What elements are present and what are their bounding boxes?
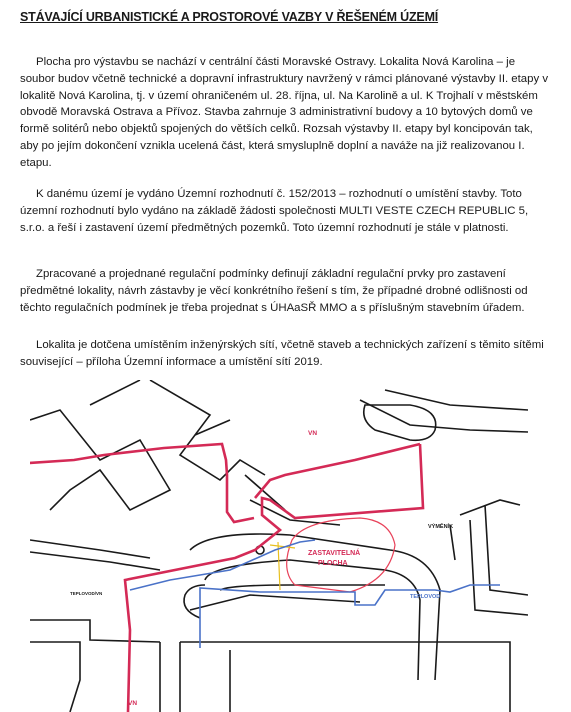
buildable-area-label-1: ZASTAVITELNÁ xyxy=(308,550,361,557)
paragraph-regulation: Zpracované a projednané regulační podmínky definují základní regulační prvky pro zastavení předmětné lokality, návrh zástavby je věcí konkrétního řešení s tím, že případné drobné odlišnosti od těchto regulačních podmínek je třeba projednat s ÚHAaSŘ MMO a s příslušným stavebním úřadem. xyxy=(20,268,528,314)
document-title: STÁVAJÍCÍ URBANISTICKÉ A PROSTOROVÉ VAZBY V ŘEŠENÉM ÚZEMÍ xyxy=(20,10,439,24)
buildable-area-label-2: PLOCHA xyxy=(318,560,348,567)
teplovod-vn-label: TEPLOVOD/VN xyxy=(70,591,103,596)
vn-label-top: VN xyxy=(308,430,318,437)
vn-line xyxy=(30,444,254,522)
vn-line-top xyxy=(255,444,420,498)
yellow-lines xyxy=(270,542,295,590)
teplovod-line-right xyxy=(200,585,500,648)
teplovod-label: TEPLOVOD xyxy=(410,594,441,600)
vn-label-bottom: VN xyxy=(128,700,138,707)
paragraph-utilities: Lokalita je dotčena umístěním inženýrských sítí, včetně staveb a technických zařízení s těmito sítěmi související – příloha Územní informace a umístění sítí 2019. xyxy=(20,339,544,368)
vymenik-label: VÝMĚNÍK xyxy=(428,524,454,530)
paragraph-zoning-decision: K danému území je vydáno Územní rozhodnutí č. 152/2013 – rozhodnutí o umístění stavby. Toto územní rozhodnutí bylo vydáno na základě žádosti společnosti MULTI VESTE CZECH REPUBLIC 5, s.r.o. a řeší i zastavení území předmětných pozemků. Toto územní rozhodnutí je stále v platnosti. xyxy=(20,188,529,234)
paragraph-location: Plocha pro výstavbu se nachází v centrální části Moravské Ostravy. Lokalita Nová Karolina – je soubor budov včetně technické a dopravní infrastruktury navržený v rámci plánované výstavby II. etapy v lokalitě Nová Karolina, tj. v území ohraničeném ul. 28. října, ul. Na Karolině a ul. K Trojhalí v městském obvodě Moravská Ostrava a Přívoz. Stavba zahrnuje 3 administrativní budovy a 10 bytových domů ve formě solitérů nebo objektů spojených do větších celků. Rozsah výstavby II. etapy byl koncipován tak, aby po jejím dokončení vznikla ucelená část, která smysluplně doplní a naváže na již realizovanou I. etapu. xyxy=(20,56,549,169)
vn-line-main xyxy=(125,444,423,712)
site-map xyxy=(30,380,528,712)
